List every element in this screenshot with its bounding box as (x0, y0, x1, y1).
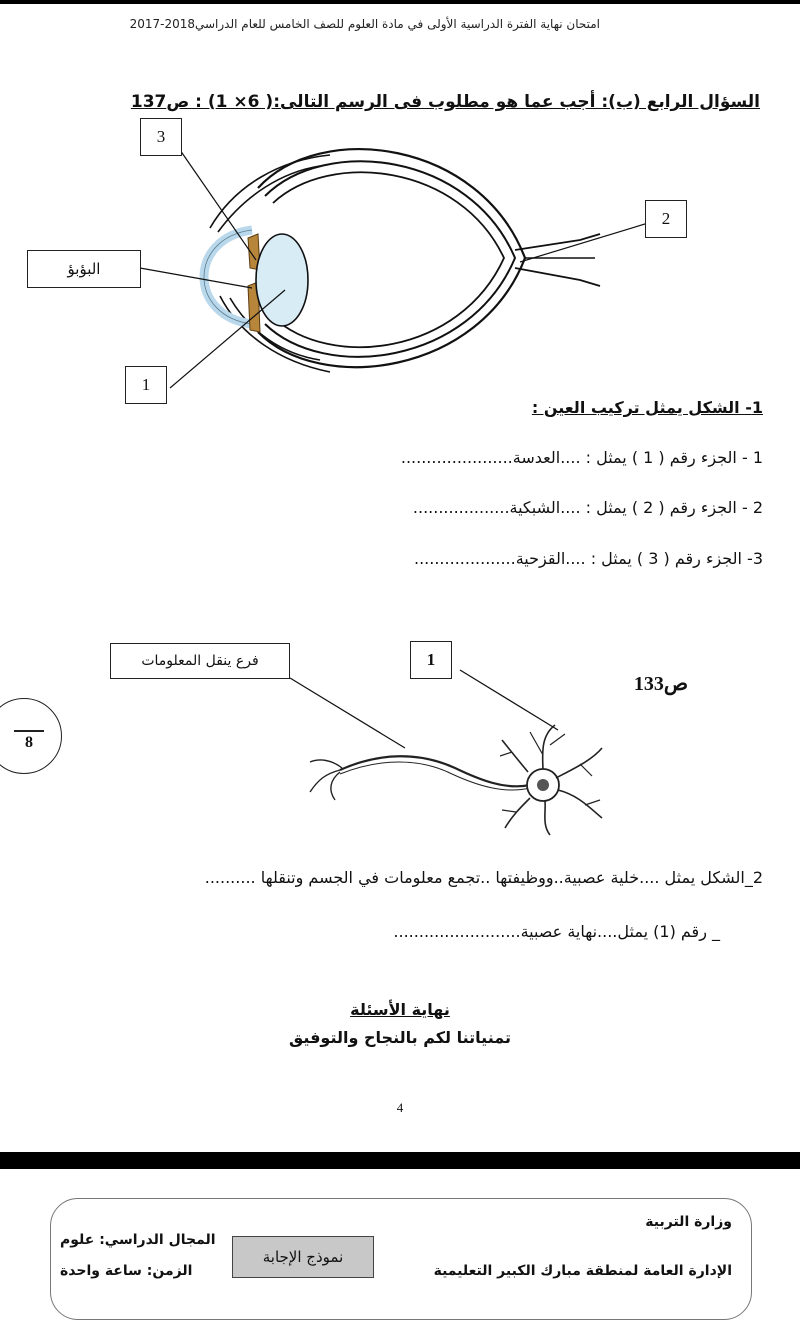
eye-answer-1: 1 - الجزء رقم ( 1 ) يمثل : ....العدسة...................... (400, 448, 763, 467)
duration-label: الزمن: ساعة واحدة (60, 1263, 193, 1279)
page-divider (0, 1152, 800, 1169)
question-title: السؤال الرابع (ب): أجب عما هو مطلوب فى الرسم التالى:( 6× 1) : ص137 (130, 92, 760, 112)
end-of-questions: نهاية الأسئلة (350, 1000, 450, 1019)
grade-value: 8 (25, 734, 33, 751)
exam-header: امتحان نهاية الفترة الدراسية الأولى في مادة العلوم للصف الخامس للعام الدراسي2018-2017 (129, 17, 600, 31)
answer-model-box: نموذج الإجابة (232, 1236, 374, 1278)
neuron-answer-2: _ رقم (1) يمثل....نهاية عصبية......................... (393, 922, 720, 941)
page-number: 4 (396, 1100, 404, 1115)
grade-divider (14, 730, 44, 732)
eye-label-2: 2 (645, 200, 687, 238)
section1-title: 1- الشكل يمثل تركيب العين : (531, 398, 763, 417)
admin-name: الإدارة العامة لمنطقة مبارك الكبير التعليمية (433, 1263, 732, 1279)
neuron-label-1: 1 (410, 641, 452, 679)
neuron-branch-label: فرع ينقل المعلومات (110, 643, 290, 679)
eye-answer-3: 3- الجزء رقم ( 3 ) يمثل : ....القزحية.................... (414, 549, 763, 568)
ministry-name: وزارة التربية (645, 1214, 732, 1230)
subject-label: المجال الدراسي: علوم (60, 1232, 216, 1248)
closing-wish: تمنياتنا لكم بالنجاح والتوفيق (289, 1028, 511, 1047)
neuron-diagram (280, 660, 620, 840)
neuron-answer-1: 2_الشكل يمثل ....خلية عصبية..ووظيفتها ..تجمع معلومات في الجسم وتنقلها .......... (204, 868, 763, 887)
top-border (0, 0, 800, 4)
neuron-page-ref: ص133 (633, 673, 688, 695)
eye-label-1: 1 (125, 366, 167, 404)
eye-label-3: 3 (140, 118, 182, 156)
eye-label-pupil: البؤبؤ (27, 250, 141, 288)
eye-answer-2: 2 - الجزء رقم ( 2 ) يمثل : ....الشبكية................... (412, 498, 763, 517)
